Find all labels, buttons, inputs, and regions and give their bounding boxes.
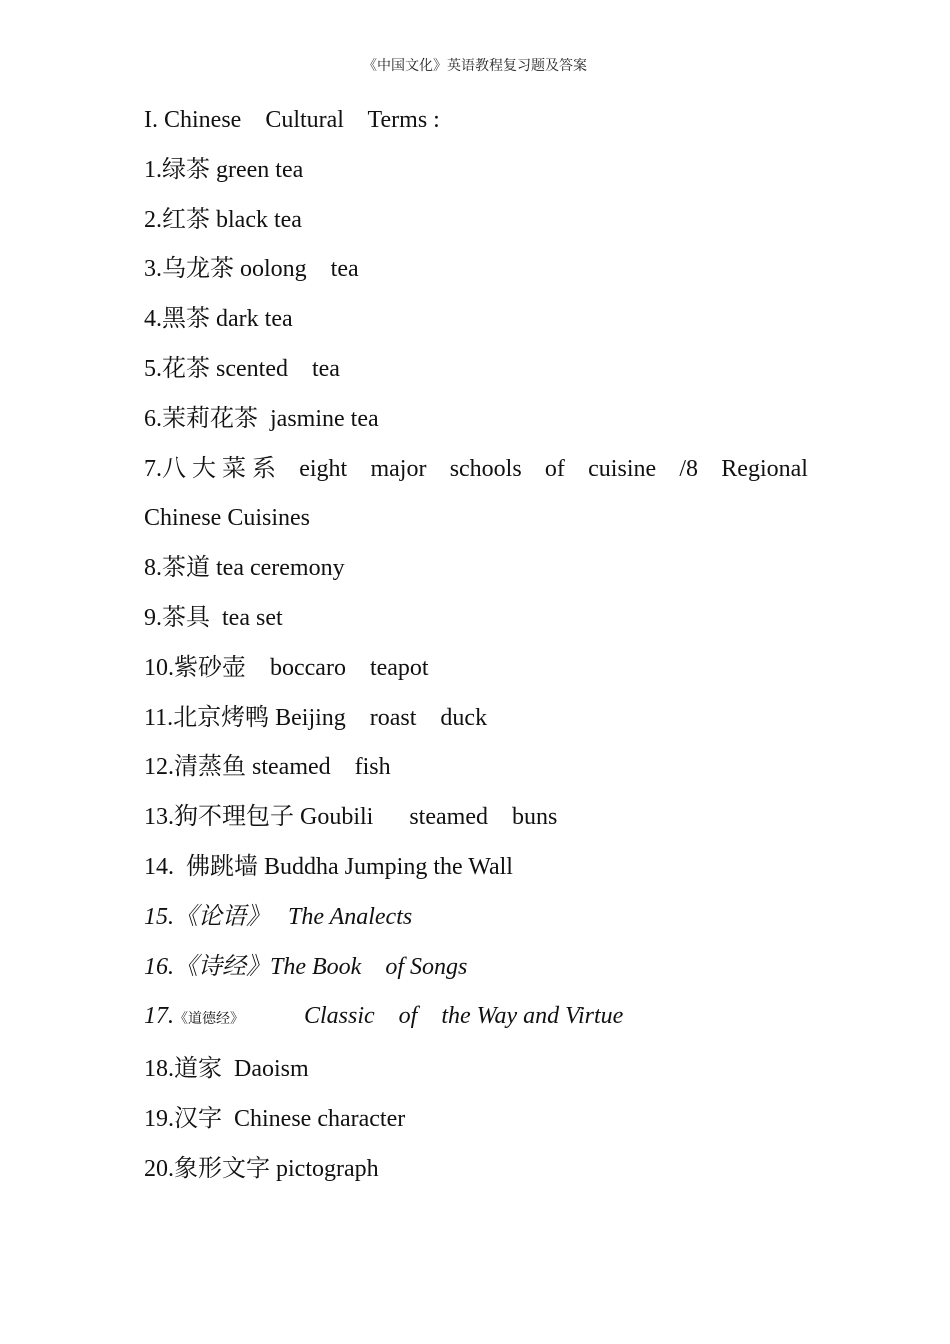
- term-english: The Book of Songs: [270, 953, 468, 980]
- term-item-18: [144, 1045, 808, 1095]
- term-word: cuisine: [588, 455, 657, 482]
- term-item-7: [144, 445, 808, 545]
- term-item-12: [144, 743, 808, 793]
- term-item-9: [144, 594, 808, 644]
- page-header: 《中国文化》英语教程复习题及答案: [363, 59, 587, 74]
- term-english: green tea: [210, 156, 304, 183]
- document-body: [144, 96, 808, 1195]
- term-number: 6.: [144, 405, 162, 432]
- term-english: jasmine tea: [258, 405, 379, 432]
- term-item-2: [144, 196, 808, 246]
- term-word: eight: [299, 455, 348, 482]
- term-item-10: [144, 644, 808, 694]
- term-item-16: [144, 943, 808, 993]
- term-english: The Analects: [270, 903, 413, 930]
- term-english: Beijing roast duck: [269, 704, 488, 731]
- term-number: 1.: [144, 156, 162, 183]
- term-english: tea set: [210, 604, 283, 631]
- term-number: 5.: [144, 355, 162, 382]
- term-item-6: [144, 395, 808, 445]
- term-english: tea ceremony: [210, 555, 345, 582]
- term-word: major: [370, 455, 427, 482]
- term-english: black tea: [210, 206, 302, 233]
- term-number: 15.: [144, 903, 174, 930]
- term-english: oolong tea: [234, 256, 359, 283]
- term-chinese: 茶道: [162, 555, 210, 582]
- term-number: 3.: [144, 256, 162, 283]
- term-number: 13.: [144, 804, 174, 831]
- term-word: Regional: [721, 455, 808, 482]
- term-item-20: [144, 1145, 808, 1195]
- term-english: steamed fish: [246, 754, 391, 781]
- term-english-continuation: Chinese Cuisines: [144, 505, 310, 532]
- term-item-17: [144, 992, 808, 1045]
- term-item-8: [144, 544, 808, 594]
- term-chinese: 《论语》: [174, 903, 270, 930]
- term-number: 12.: [144, 754, 174, 781]
- term-number: 8.: [144, 555, 162, 582]
- term-number: 11.: [144, 704, 174, 731]
- term-item-4: [144, 295, 808, 345]
- term-english: scented tea: [210, 355, 340, 382]
- term-item-11: [144, 694, 808, 744]
- term-item-15: [144, 893, 808, 943]
- term-number-and-chinese: [144, 445, 276, 495]
- term-english: Daoism: [222, 1056, 309, 1083]
- term-chinese: 绿茶: [162, 156, 210, 183]
- term-chinese: 茉莉花茶: [162, 405, 258, 432]
- term-chinese: 狗不理包子: [174, 804, 294, 831]
- term-chinese: 清蒸鱼: [174, 754, 246, 781]
- term-chinese: 佛跳墙: [174, 853, 258, 880]
- term-english: dark tea: [210, 306, 293, 333]
- term-number: 7.: [144, 455, 162, 482]
- term-chinese: 《诗经》: [174, 953, 270, 980]
- term-english: Classic of the Way and Virtue: [244, 1003, 624, 1030]
- term-english: pictograph: [270, 1155, 379, 1182]
- term-english: boccaro teapot: [246, 654, 429, 681]
- term-chinese: 花茶: [162, 355, 210, 382]
- term-chinese: 象形文字: [174, 1155, 270, 1182]
- term-number: 18.: [144, 1056, 174, 1083]
- term-number: 17.: [144, 1003, 174, 1030]
- term-chinese: 汉字: [174, 1105, 222, 1132]
- term-chinese: 八 大 菜 系: [162, 455, 276, 482]
- term-item-14: [144, 843, 808, 893]
- term-chinese: 北京烤鸭: [173, 704, 270, 731]
- term-number: 4.: [144, 306, 162, 333]
- term-number: 16.: [144, 953, 174, 980]
- term-number: 2.: [144, 206, 162, 233]
- term-chinese: 紫砂壶: [174, 654, 246, 681]
- term-item-7-first-line: [144, 445, 808, 495]
- term-chinese: 茶具: [162, 604, 210, 631]
- term-word: of: [544, 455, 565, 482]
- term-chinese: 道家: [174, 1056, 222, 1083]
- term-word: /8: [679, 455, 699, 482]
- term-item-3: [144, 245, 808, 295]
- term-item-19: [144, 1095, 808, 1145]
- term-word: schools: [449, 455, 522, 482]
- term-number: 14.: [144, 853, 174, 880]
- term-item-13: [144, 793, 808, 843]
- term-item-1: [144, 146, 808, 196]
- section-title: I. Chinese Cultural Terms :: [144, 107, 440, 133]
- term-english: Goubili steamed buns: [294, 804, 558, 831]
- term-chinese: 《道德经》: [174, 1012, 244, 1028]
- term-chinese: 红茶: [162, 206, 210, 233]
- term-number: 19.: [144, 1105, 174, 1132]
- term-chinese: 黑茶: [162, 306, 210, 333]
- term-english: Chinese character: [222, 1105, 406, 1132]
- term-english: Buddha Jumping the Wall: [258, 853, 513, 880]
- term-number: 20.: [144, 1155, 174, 1182]
- term-chinese: 乌龙茶: [162, 256, 234, 283]
- term-item-5: [144, 345, 808, 395]
- term-number: 10.: [144, 654, 174, 681]
- term-number: 9.: [144, 604, 162, 631]
